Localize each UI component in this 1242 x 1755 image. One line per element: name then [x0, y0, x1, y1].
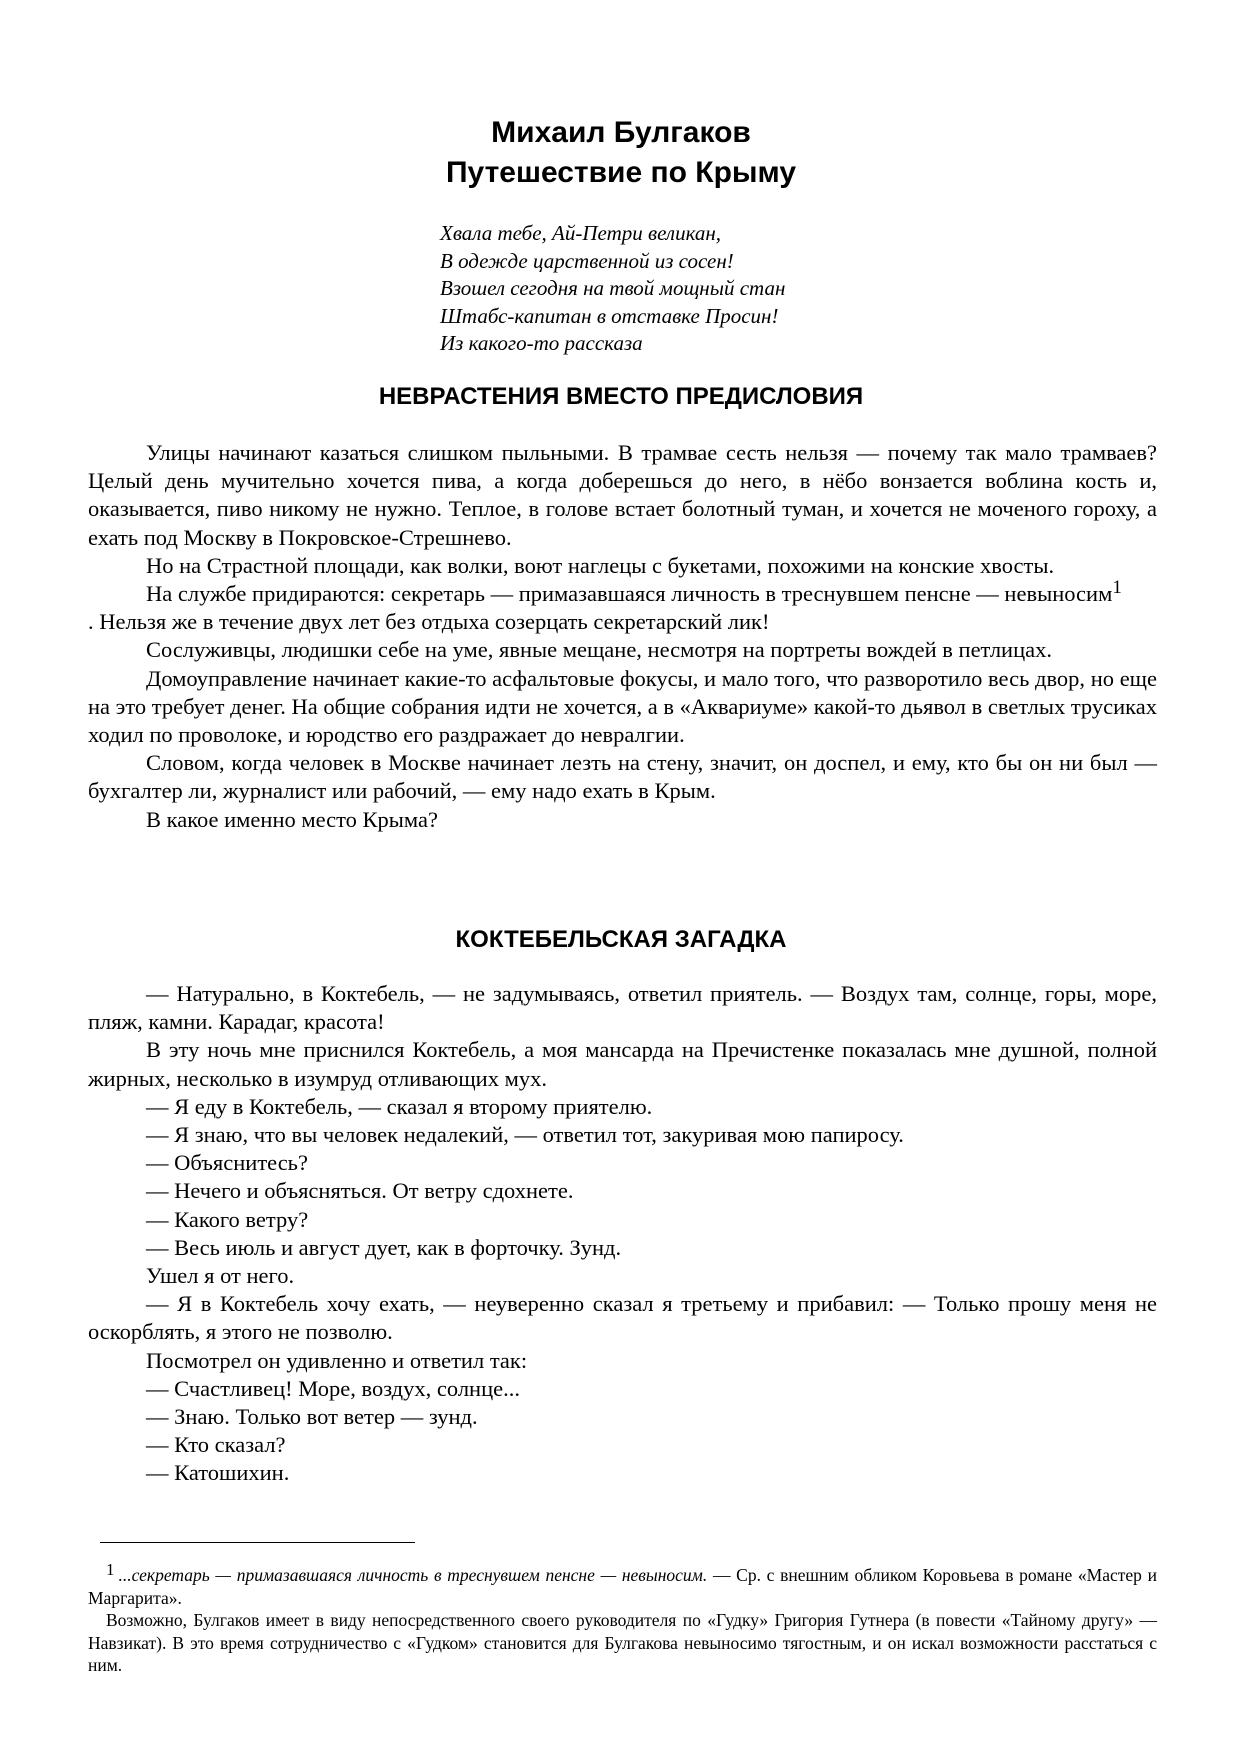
paragraph: — Кто сказал? — [146, 1432, 286, 1458]
paragraph: — Натурально, в Коктебель, — не задумываясь, ответил приятель. — Воздух там, солнце, горы, море, пляж, камни. Карадаг, красота! — [88, 981, 1157, 1035]
paragraph: — Катошихин. — [146, 1460, 290, 1486]
footnote-reference[interactable]: 1 — [1112, 577, 1122, 599]
epigraph-line: Хвала тебе, Ай-Петри великан, — [440, 221, 722, 245]
paragraph: — Нечего и объясняться. От ветру сдохнете. — [146, 1178, 574, 1204]
paragraph: Улицы начинают казаться слишком пыльными. В трамвае сесть нельзя — почему так мало трамваев? Целый день мучительно хочется пива, а когда доберешься до него, в нёбо вонзается воблина кость и, оказывается, пиво никому не нужно. Теплое, в голове встает болотный туман, и хочется не моченого гороху, а ехать под Москву в Покровское-Стрешнево. — [88, 440, 1157, 550]
paragraph: — Я знаю, что вы человек недалекий, — ответил тот, закуривая мою папиросу. — [146, 1122, 904, 1148]
paragraph: — Я еду в Коктебель, — сказал я второму приятелю. — [146, 1093, 653, 1119]
paragraph: — Какого ветру? — [146, 1206, 309, 1232]
paragraph: В эту ночь мне приснился Коктебель, а моя мансарда на Пречистенке показалась мне душной, полной жирных, несколько в изумруд отливающих мух. — [88, 1037, 1157, 1091]
section-body — [88, 439, 1157, 834]
epigraph-source: Из какого-то рассказа — [440, 331, 643, 355]
paragraph: — Счастливец! Море, воздух, солнце... — [146, 1375, 520, 1401]
paragraph: В какое именно место Крыма? — [146, 806, 438, 832]
epigraph-line: В одежде царственной из сосен! — [440, 248, 734, 273]
paragraph: Сослуживцы, людишки себе на уме, явные мещане, несмотря на портреты вождей в петлицах. — [146, 637, 1052, 663]
paragraph: Словом, когда человек в Москве начинает лезть на стену, значит, он доспел, и ему, кто бы он ни был — бухгалтер ли, журналист или рабочий, — ему надо ехать в Крым. — [88, 750, 1157, 804]
paragraph: Ушел я от него. — [146, 1263, 295, 1289]
epigraph-line: Штабс-капитан в отставке Просин! — [440, 303, 779, 328]
section-heading: НЕВРАСТЕНИЯ ВМЕСТО ПРЕДИСЛОВИЯ — [378, 383, 864, 410]
footnote-divider — [100, 1542, 415, 1543]
footnote — [88, 1560, 1157, 1677]
paragraph — [88, 577, 1157, 608]
section-heading: КОКТЕБЕЛЬСКАЯ ЗАГАДКА — [455, 926, 787, 953]
paragraph: — Я в Коктебель хочу ехать, — неуверенно сказал я третьему и прибавил: — Только прошу меня не оскорблять, я этого не позволю. — [88, 1291, 1157, 1345]
paragraph: Домоуправление начинает какие-то асфальтовые фокусы, и мало того, что разворотило весь двор, но еще на это требует денег. На общие собрания идти не хочется, а в «Аквариуме» какой-то дьявол в светлых трусиках ходил по проволоке, и юродство его раздражает до невралгии. — [88, 665, 1157, 748]
work-title: Путешествие по Крыму — [445, 156, 797, 189]
author-name: Михаил Булгаков — [491, 116, 751, 149]
paragraph: Но на Страстной площади, как волки, воют наглецы с букетами, похожими на конские хвосты. — [146, 552, 1055, 578]
paragraph-text: На службе придираются: секретарь — примазавшаяся личность в треснувшем пенсне — невыносим — [146, 581, 1113, 607]
epigraph — [440, 220, 1040, 358]
section-body — [88, 980, 1157, 1488]
paragraph: — Весь июль и август дует, как в форточку. Зунд. — [146, 1234, 622, 1260]
footnote-text: — Ср. с внешним обликом Коровьева в романе «Мастер и Маргарита». — [88, 1565, 1157, 1608]
paragraph: — Объяснитесь? — [146, 1150, 308, 1176]
paragraph: Посмотрел он удивленно и ответил так: — [146, 1347, 528, 1373]
footnote-mark: 1 — [106, 1560, 115, 1579]
epigraph-line: Взошел сегодня на твой мощный стан — [440, 276, 786, 300]
paragraph: — Знаю. Только вот ветер — зунд. — [146, 1404, 478, 1430]
footnote-paragraph — [88, 1560, 1157, 1609]
footnote-quote: ...секретарь — примазавшаяся личность в треснувшем пенсне — невыносим. — [118, 1565, 708, 1585]
paragraph: . Нельзя же в течение двух лет без отдыха созерцать секретарский лик! — [88, 609, 770, 635]
footnote-paragraph: Возможно, Булгаков имеет в виду непосредственного своего руководителя по «Гудку» Григория Гутнера (в повести «Тайному другу» — Навзикат). В это время сотрудничество с «Гудком» становится для Булгакова невыносимо тягостным, и он искал возможности расстаться с ним. — [88, 1610, 1157, 1675]
